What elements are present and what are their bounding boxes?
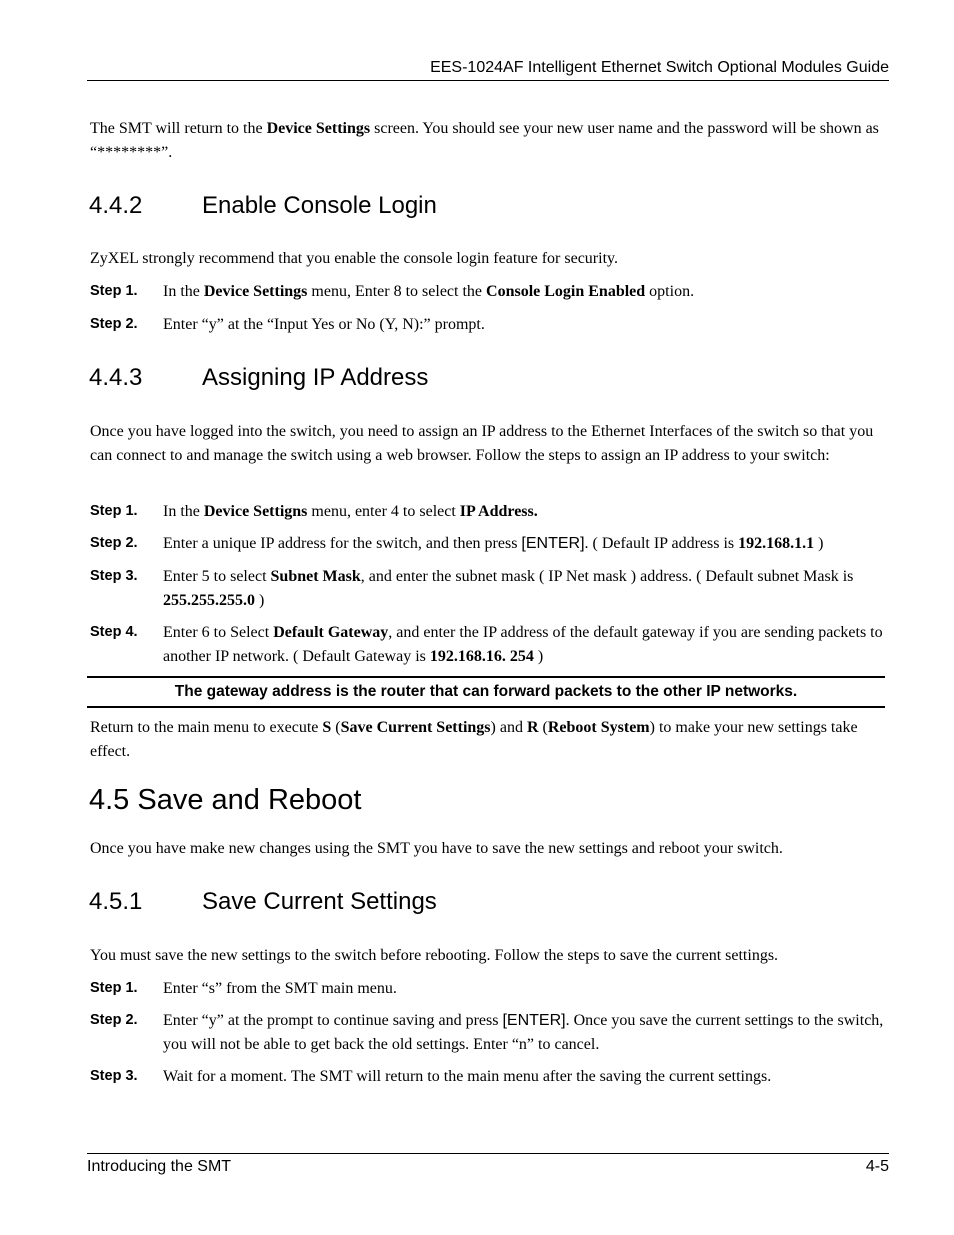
step-label: Step 2. <box>90 535 138 551</box>
section-4-5-paragraph: Once you have make new changes using the SMT you have to save the new settings and reboot your switch. <box>90 840 783 857</box>
step-item <box>90 565 885 612</box>
step-text: In the Device Settigns menu, enter 4 to select IP Address. <box>163 503 538 520</box>
section-number: 4.4.2 <box>89 192 143 219</box>
step-label: Step 2. <box>90 1012 138 1028</box>
step-label: Step 2. <box>90 316 138 332</box>
footer-chapter: Introducing the SMT <box>87 1158 232 1175</box>
section-heading-4-5: 4.5 Save and Reboot <box>89 784 362 816</box>
section-4-4-2-paragraph: ZyXEL strongly recommend that you enable the console login feature for security. <box>90 250 618 267</box>
section-heading-4-4-2 <box>89 192 437 220</box>
note-box <box>87 676 885 708</box>
intro-text-2: screen. You should see your new user name and the password will be shown as “********”. <box>90 120 879 161</box>
section-4-5-1-paragraph: You must save the new settings to the switch before rebooting. Follow the steps to save the current settings. <box>90 947 779 964</box>
enter-key-label: [ENTER] <box>502 1012 566 1029</box>
step-item <box>90 1009 885 1056</box>
step-label: Step 3. <box>90 1068 138 1084</box>
step-text: Enter “s” from the SMT main menu. <box>163 980 397 997</box>
intro-text-1: The SMT will return to the <box>90 120 267 137</box>
step-item <box>90 977 885 1001</box>
header-title: EES-1024AF Intelligent Ethernet Switch Optional Modules Guide <box>430 59 889 76</box>
section-title: Save Current Settings <box>202 888 437 915</box>
step-label: Step 4. <box>90 624 138 640</box>
step-item <box>90 532 885 556</box>
step-item <box>90 1065 885 1089</box>
note-text: The gateway address is the router that can forward packets to the other IP networks. <box>174 683 798 700</box>
step-item <box>90 280 885 304</box>
step-label: Step 3. <box>90 568 138 584</box>
step-text: Wait for a moment. The SMT will return to the main menu after the saving the current settings. <box>163 1068 772 1085</box>
step-item <box>90 313 885 337</box>
return-paragraph: Return to the main menu to execute S (Save Current Settings) and R (Reboot System) to make your new settings take effect. <box>90 719 858 760</box>
page-header <box>87 58 889 81</box>
step-text: Enter 6 to Select Default Gateway, and enter the IP address of the default gateway if you are sending packets to another IP network. ( Default Gateway is 192.168.16. 254 ) <box>163 624 883 665</box>
footer-page-number: 4-5 <box>865 1158 889 1175</box>
section-title: Assigning IP Address <box>202 364 429 391</box>
step-text: In the Device Settings menu, Enter 8 to select the Console Login Enabled option. <box>163 283 695 300</box>
section-heading-4-4-3 <box>89 364 428 392</box>
intro-paragraph <box>90 117 885 164</box>
step-text: Enter “y” at the prompt to continue saving and press [ENTER]. Once you save the current settings to the switch, you will not be able to get back the old settings. Enter “n” to cancel. <box>163 1012 884 1053</box>
section-number: 4.4.3 <box>89 364 143 391</box>
step-item <box>90 621 885 668</box>
intro-bold-device-settings: Device Settings <box>266 120 371 137</box>
step-text: Enter 5 to select Subnet Mask, and enter the subnet mask ( IP Net mask ) address. ( Default subnet Mask is 255.255.255.0 ) <box>163 568 854 609</box>
section-heading-4-5-1 <box>89 888 437 916</box>
step-item <box>90 500 885 524</box>
step-text: Enter “y” at the “Input Yes or No (Y, N):” prompt. <box>163 316 485 333</box>
step-text: Enter a unique IP address for the switch, and then press [ENTER]. ( Default IP address is 192.168.1.1 ) <box>163 535 824 552</box>
step-label: Step 1. <box>90 980 138 996</box>
step-label: Step 1. <box>90 503 138 519</box>
section-4-4-3-paragraph: Once you have logged into the switch, you need to assign an IP address to the Ethernet Interfaces of the switch so that you can connect to and manage the switch using a web browser. Follow the steps to assign an IP address to your switch: <box>90 423 874 464</box>
section-title: Enable Console Login <box>202 192 437 219</box>
step-label: Step 1. <box>90 283 138 299</box>
section-number: 4.5.1 <box>89 888 143 915</box>
enter-key-label: [ENTER] <box>521 535 585 552</box>
page-footer <box>87 1153 889 1177</box>
